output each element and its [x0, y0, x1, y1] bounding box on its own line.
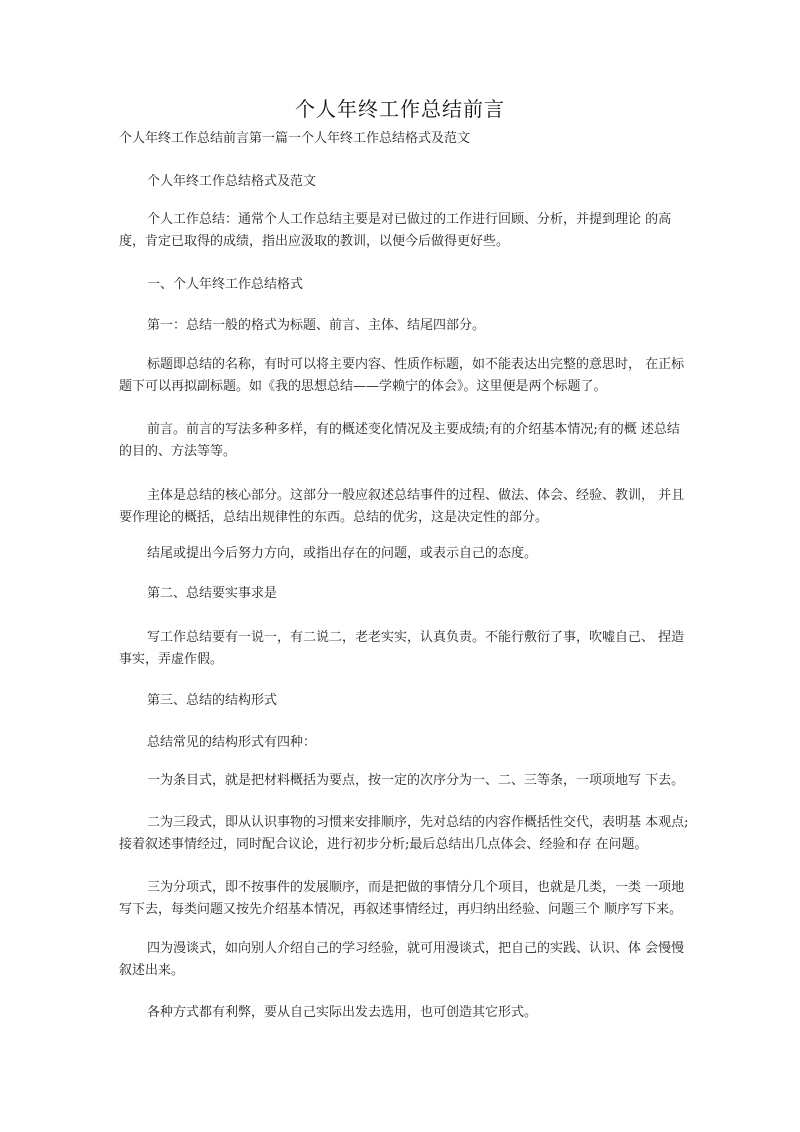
- section-heading: 第三、总结的结构形式: [147, 693, 278, 708]
- paragraph: 个人工作总结：通常个人工作总结主要是对已做过的工作进行回顾、分析，并提到理论 的高度，肯定已取得的成绩，指出应汲取的教训，以便今后做得更好些。: [119, 212, 672, 249]
- subtitle-line: 个人年终工作总结前言第一篇一个人年终工作总结格式及范文: [119, 131, 471, 146]
- paragraph: 标题即总结的名称，有时可以将主要内容、性质作标题，如不能表达出完整的意思时， 在正标题下可以再拟副标题。如《我的思想总结——学赖宁的体会》。这里便是两个标题了。: [119, 357, 685, 394]
- section-heading: 第二、总结要实事求是: [147, 586, 278, 601]
- paragraph: 总结常见的结构形式有四种：: [147, 735, 317, 750]
- section-heading: 个人年终工作总结格式及范文: [147, 174, 317, 189]
- paragraph: 四为漫谈式，如向别人介绍自己的学习经验，就可用漫谈式，把自己的实践、认识、体 会慢慢叙述出来。: [119, 941, 685, 978]
- paragraph: 二为三段式，即从认识事物的习惯来安排顺序，先对总结的内容作概括性交代，表明基 本观点;接着叙述事情经过，同时配合议论，进行初步分析;最后总结出几点体会、经验和存 在问题。: [119, 815, 689, 852]
- paragraph: 结尾或提出今后努力方向，或指出存在的问题，或表示自己的态度。: [147, 546, 538, 561]
- paragraph: 三为分项式，即不按事件的发展顺序，而是把做的事情分几个项目，也就是几类，一类 一项地写下去，每类问题又按先介绍基本情况，再叙述事情经过，再归纳出经验、问题三个 顺序写下来。: [119, 880, 685, 917]
- paragraph: 一为条目式，就是把材料概括为要点，按一定的次序分为一、二、三等条，一项项地写 下去。: [147, 773, 685, 788]
- document-title: 个人年终工作总结前言: [295, 97, 505, 121]
- paragraph: 写工作总结要有一说一，有二说二，老老实实，认真负责。不能行敷衍了事，吹嘘自己、 捏造事实，弄虚作假。: [119, 630, 685, 667]
- section-heading: 一、个人年终工作总结格式: [147, 277, 304, 292]
- paragraph: 前言。前言的写法多种多样，有的概述变化情况及主要成绩;有的介绍基本情况;有的概 述总结的目的、方法等等。: [119, 422, 680, 459]
- paragraph: 第一：总结一般的格式为标题、前言、主体、结尾四部分。: [147, 318, 486, 333]
- paragraph: 各种方式都有利弊，要从自己实际出发去选用，也可创造其它形式。: [147, 1005, 538, 1020]
- paragraph: 主体是总结的核心部分。这部分一般应叙述总结事件的过程、做法、体会、经验、教训， 并且要作理论的概括，总结出规律性的东西。总结的优劣，这是决定性的部分。: [119, 488, 685, 525]
